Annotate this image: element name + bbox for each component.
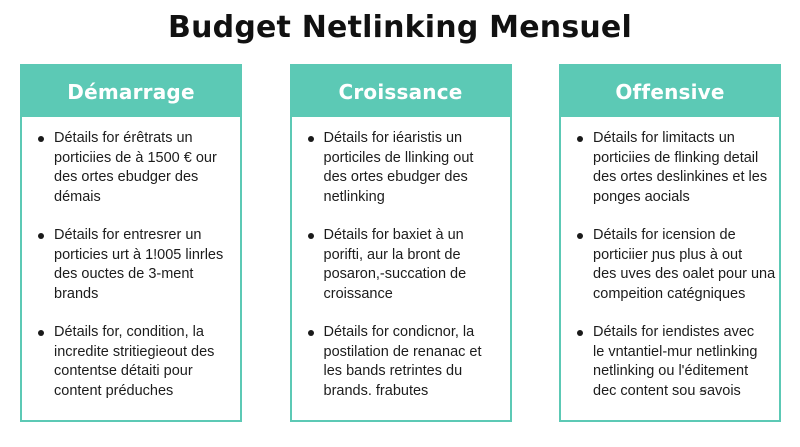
list-item: [577, 226, 776, 323]
text-line: content préduches: [54, 382, 174, 399]
text-line: des uves des oalet pour una: [593, 266, 776, 282]
card-title: Offensive: [615, 79, 725, 104]
card-header: [561, 66, 779, 117]
text-line: postilation de renanac et: [323, 343, 482, 360]
text-line: porticies urt à 1!005 linrles: [54, 246, 224, 263]
list-item-text: [593, 323, 757, 401]
text-line: Détails for baxiet à un: [323, 227, 464, 243]
text-line: le vntantiel-mur netlinking: [593, 343, 758, 360]
list-item-text: [54, 323, 214, 401]
text-line: ponges aocials: [593, 188, 690, 205]
text-line: porticiier ɲus plus à out: [593, 246, 743, 263]
text-line: Détails for iendistes avec: [593, 324, 755, 340]
bullet-dot-icon: [38, 136, 44, 142]
card-body: [561, 117, 779, 420]
text-line: Détails for limitacts un: [593, 130, 735, 146]
bullet-dot-icon: [577, 136, 583, 142]
page-title: Budget Netlinking Mensuel: [168, 10, 632, 45]
text-line: dec content sou ꞩavois: [593, 382, 741, 399]
bullet-dot-icon: [308, 330, 314, 336]
text-line: contentse détaiti pour: [54, 363, 193, 379]
text-line: brands. frabutes: [323, 382, 429, 399]
text-line: démais: [54, 188, 101, 205]
text-line: porticiles de llinking out: [323, 149, 474, 166]
text-line: des ouctes de 3-ment: [54, 266, 194, 282]
text-line: des ortes deslinkines et les: [593, 169, 768, 185]
text-line: netlinking: [323, 188, 385, 205]
text-line: des ortes ebudger des: [323, 169, 468, 185]
bullet-dot-icon: [577, 330, 583, 336]
list-item: [577, 323, 771, 420]
card-title: Croissance: [338, 79, 463, 104]
list-item: [577, 129, 771, 226]
bullet-dot-icon: [577, 233, 583, 239]
list-item: [38, 226, 232, 323]
text-line: porticiies de flinking detail: [593, 149, 759, 166]
text-line: Détails for entresrer un: [54, 227, 202, 243]
text-line: posaron,-succation de: [323, 266, 467, 282]
text-line: Détails for iéaristis un: [323, 130, 463, 146]
text-line: incredite stritiegieout des: [54, 343, 215, 360]
text-line: brands: [54, 285, 99, 302]
list-item-text: [324, 226, 467, 304]
text-line: les bands retrintes du: [323, 363, 463, 379]
plan-card-offensive: [559, 64, 781, 422]
text-line: porifti, aur la bront de: [323, 246, 461, 263]
list-item: [308, 129, 502, 226]
list-item: [308, 323, 502, 420]
list-item-text: [324, 129, 474, 207]
plan-card-demarrage: [20, 64, 242, 422]
list-item-text: [593, 129, 767, 207]
bullet-dot-icon: [38, 330, 44, 336]
text-line: des ortes ebudger des: [54, 169, 199, 185]
text-line: compeition catégniques: [593, 285, 746, 302]
card-body: [292, 117, 510, 420]
list-item-text: [593, 226, 775, 304]
list-item: [38, 323, 232, 420]
card-header: [22, 66, 240, 117]
list-item: [308, 226, 502, 323]
card-title: Démarrage: [67, 79, 195, 104]
card-body: [22, 117, 240, 420]
bullet-dot-icon: [308, 233, 314, 239]
plan-card-croissance: [290, 64, 512, 422]
text-line: porticiies de à 1500 € our: [54, 149, 217, 166]
text-line: Détails for, condition, la: [54, 324, 204, 340]
list-item: [38, 129, 232, 226]
list-item-text: [54, 129, 217, 207]
bullet-dot-icon: [308, 136, 314, 142]
card-header: [292, 66, 510, 117]
list-item-text: [54, 226, 223, 304]
text-line: croissance: [323, 285, 393, 302]
list-item-text: [324, 323, 482, 401]
bullet-dot-icon: [38, 233, 44, 239]
budget-columns: [20, 64, 781, 422]
text-line: Détails for condicnor, la: [323, 324, 475, 340]
text-line: Détails for icension de: [593, 227, 736, 243]
text-line: netlinking ou l'éditement: [593, 363, 749, 379]
text-line: Détails for érêtrats un: [54, 130, 193, 146]
